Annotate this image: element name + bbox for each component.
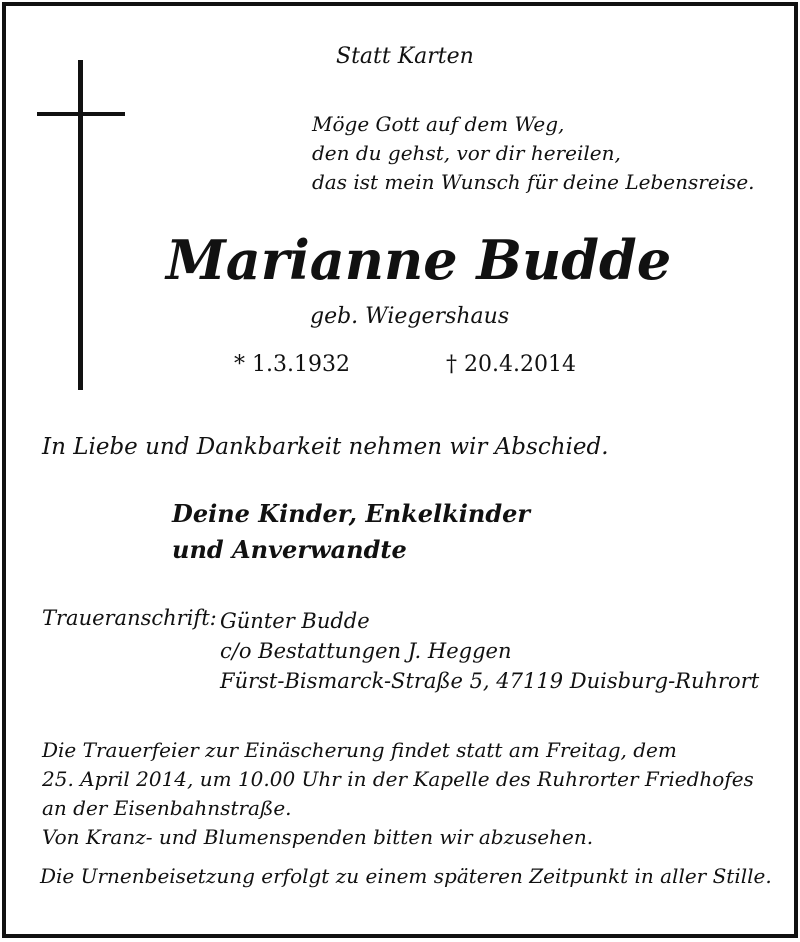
poem-line: Möge Gott auf dem Weg,	[312, 112, 565, 136]
service-info	[42, 736, 754, 852]
cross-icon	[78, 60, 83, 390]
service-line: Von Kranz- und Blumenspenden bitten wir abzusehen.	[42, 825, 594, 849]
address-line: Günter Budde	[220, 609, 370, 633]
poem-line: das ist mein Wunsch für deine Lebensreise.	[312, 170, 755, 194]
statt-karten: Statt Karten	[336, 44, 474, 69]
maiden-name: geb. Wiegershaus	[310, 304, 510, 329]
address-label: Traueranschrift:	[42, 606, 217, 630]
family-line: und Anverwandte	[172, 535, 407, 564]
service-line: Die Trauerfeier zur Einäscherung findet statt am Freitag, dem	[42, 738, 677, 762]
family-signature	[172, 496, 530, 568]
deceased-name: Marianne Budde	[166, 228, 672, 292]
poem	[312, 110, 755, 197]
birth-date: * 1.3.1932	[234, 352, 350, 377]
service-line: an der Eisenbahnstraße.	[42, 796, 292, 820]
address-line: c/o Bestattungen J. Heggen	[220, 639, 512, 663]
farewell-text: In Liebe und Dankbarkeit nehmen wir Abschied.	[42, 434, 609, 460]
mourning-address	[220, 606, 759, 696]
cross-icon-bar	[37, 112, 125, 116]
poem-line: den du gehst, vor dir hereilen,	[312, 141, 621, 165]
family-line: Deine Kinder, Enkelkinder	[172, 499, 531, 528]
obituary-notice	[2, 2, 798, 938]
service-line: 25. April 2014, um 10.00 Uhr in der Kapelle des Ruhrorter Friedhofes	[42, 767, 754, 791]
death-date: † 20.4.2014	[446, 352, 576, 377]
urn-burial-note: Die Urnenbeisetzung erfolgt zu einem späteren Zeitpunkt in aller Stille.	[40, 864, 772, 888]
address-line: Fürst-Bismarck-Straße 5, 47119 Duisburg-Ruhrort	[220, 669, 760, 693]
